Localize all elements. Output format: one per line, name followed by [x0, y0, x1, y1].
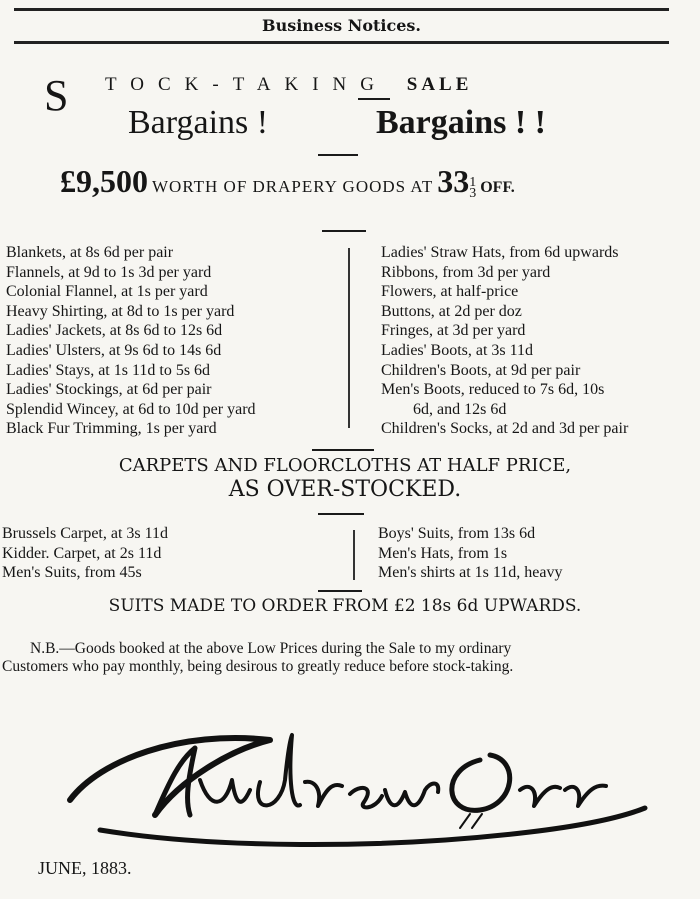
price-list-item: Ladies' Stays, at 1s 11d to 5s 6d — [6, 361, 211, 379]
price-list-item: Children's Socks, at 2d and 3d per pair — [381, 420, 629, 438]
carpets-line-1: CARPETS AND FLOORCLOTHS AT HALF PRICE, — [118, 455, 572, 476]
signature-graphic — [60, 720, 660, 850]
suits-line: SUITS MADE TO ORDER FROM £2 18s 6d UPWARDS. — [108, 596, 582, 616]
price-list-item: Men's Suits, from 45s — [2, 564, 142, 582]
price-list-item: Black Fur Trimming, 1s per yard — [6, 420, 217, 438]
bargains-left: Bargains ! — [128, 104, 269, 141]
date-line: JUNE, 1883. — [38, 858, 132, 878]
price-list-item: Ribbons, from 3d per yard — [381, 263, 551, 281]
offer-line — [60, 163, 660, 200]
ornament-rule — [358, 98, 390, 100]
price-list-item: Ladies' Ulsters, at 9s 6d to 14s 6d — [6, 341, 222, 359]
divider-rule — [318, 513, 364, 515]
headline-stocktaking — [105, 74, 675, 96]
price-list-item: Men's Boots, reduced to 7s 6d, 10s — [381, 381, 605, 399]
headline-sale: SALE — [406, 74, 473, 95]
price-list-item: Kidder. Carpet, at 2s 11d — [2, 544, 162, 562]
offer-fraction — [469, 175, 477, 202]
divider-rule — [318, 590, 362, 592]
nb-line-1: N.B.—Goods booked at the above Low Prices during the Sale to my ordinary — [30, 640, 512, 657]
section-title: Business Notices. — [262, 16, 421, 35]
fraction-denominator: 3 — [469, 186, 477, 202]
price-list-item: Men's shirts at 1s 11d, heavy — [378, 564, 563, 582]
headline-rest: TOCK-TAKING — [105, 74, 389, 95]
price-list-item: Flowers, at half-price — [381, 283, 519, 301]
price-list-item: Colonial Flannel, at 1s per yard — [6, 283, 208, 301]
price-list-item: Ladies' Boots, at 3s 11d — [381, 341, 534, 359]
price-list-item: Heavy Shirting, at 8d to 1s per yard — [6, 302, 235, 320]
carpets-line-2: AS OVER-STOCKED. — [228, 477, 462, 502]
section-header — [14, 8, 669, 44]
nb-line-2: Customers who pay monthly, being desirous to greatly reduce before stock-taking. — [2, 658, 514, 675]
headline-initial: S — [44, 71, 69, 120]
price-list-item: Boys' Suits, from 13s 6d — [378, 525, 536, 542]
price-list-item: Ladies' Stockings, at 6d per pair — [6, 381, 212, 399]
column-divider — [348, 248, 350, 428]
fraction-numerator: 1 — [469, 175, 477, 191]
price-list-item: Buttons, at 2d per doz — [381, 302, 522, 320]
column-divider — [353, 530, 355, 580]
price-list-item: Brussels Carpet, at 3s 11d — [2, 525, 169, 542]
divider-rule — [318, 154, 358, 156]
price-list-item: Men's Hats, from 1s — [378, 544, 508, 562]
price-list-item: 6d, and 12s 6d — [413, 400, 507, 418]
right-price-list — [381, 243, 699, 439]
divider-rule — [322, 230, 366, 232]
left-carpet-list — [2, 524, 168, 583]
price-list-item: Fringes, at 3d per yard — [381, 322, 526, 340]
price-list-item: Splendid Wincey, at 6d to 10d per yard — [6, 400, 256, 418]
price-list-item: Children's Boots, at 9d per pair — [381, 361, 581, 379]
price-list-item: Ladies' Jackets, at 8s 6d to 12s 6d — [6, 322, 223, 340]
right-clothing-list — [378, 524, 563, 583]
price-list-item: Flannels, at 9d to 1s 3d per yard — [6, 263, 212, 281]
price-list-item: Blankets, at 8s 6d per pair — [6, 244, 174, 261]
offer-amount: £9,500 — [60, 163, 148, 199]
divider-rule — [312, 449, 374, 451]
offer-text: WORTH OF DRAPERY GOODS AT — [152, 177, 434, 196]
offer-percent: 33 — [437, 163, 470, 199]
bargains-right: Bargains ! ! — [376, 104, 546, 141]
left-price-list — [6, 243, 256, 439]
price-list-item: Ladies' Straw Hats, from 6d upwards — [381, 244, 619, 261]
offer-off: OFF. — [480, 179, 515, 196]
